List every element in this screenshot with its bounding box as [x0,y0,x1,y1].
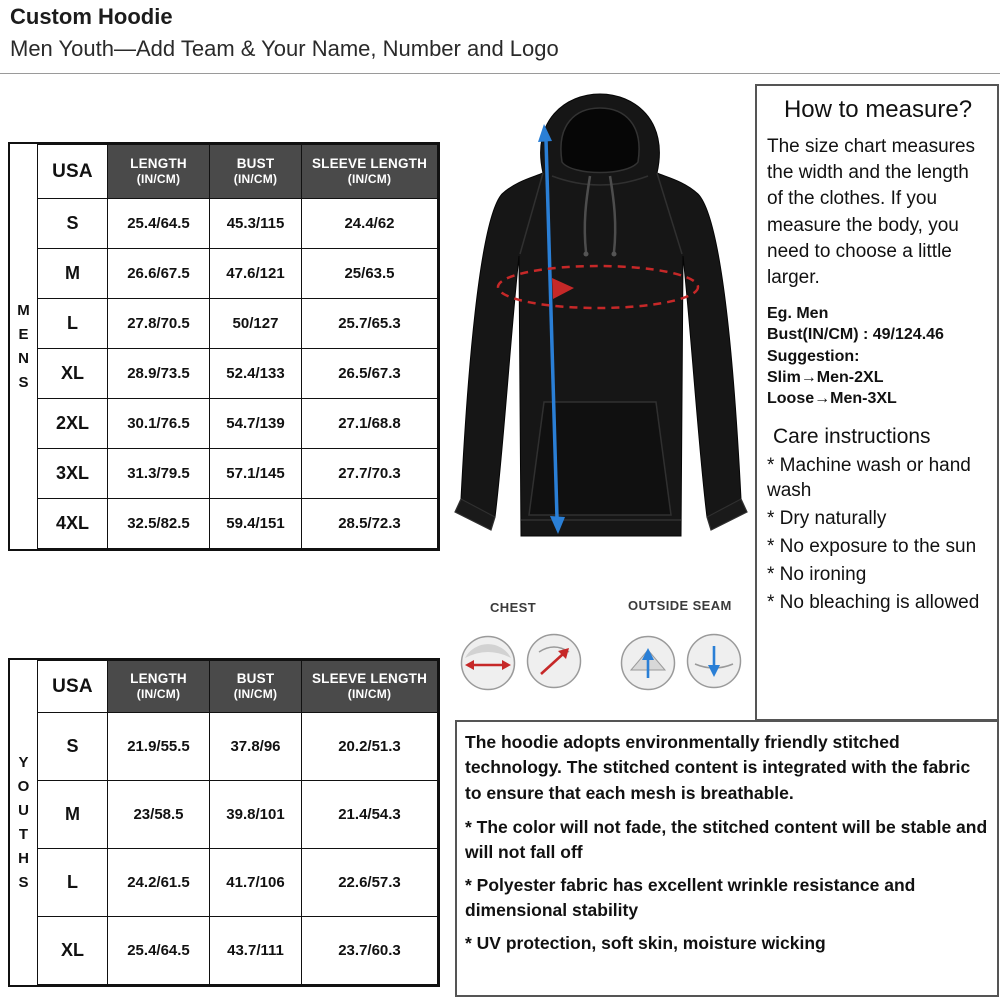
measurement-cell: 31.3/79.5 [108,449,210,499]
column-header: BUST (IN/CM) [210,661,302,713]
fabric-bullet-list [465,815,991,956]
outside-seam-label: OUTSIDE SEAM [628,598,732,613]
care-instructions-list [767,453,989,615]
measurement-cell: 28.5/72.3 [302,499,438,549]
size-row [38,713,438,781]
drawstring-tip-left [584,252,589,257]
chest-stretch-diagonal-icon [525,632,583,690]
list-item: * Dry naturally [767,508,887,530]
size-label-cell: L [38,299,108,349]
size-label-cell: 2XL [38,399,108,449]
measurement-cell: 52.4/133 [210,349,302,399]
measurement-cell: 22.6/57.3 [302,849,438,917]
list-item: * No bleaching is allowed [767,592,980,614]
size-label-cell: M [38,781,108,849]
size-row [38,299,438,349]
column-header: SLEEVE LENGTH (IN/CM) [302,145,438,199]
column-header: LENGTH (IN/CM) [108,145,210,199]
measurement-cell: 27.8/70.5 [108,299,210,349]
size-label-cell: S [38,713,108,781]
list-item: * UV protection, soft skin, moisture wicking [465,933,826,954]
measurement-cell: 24.4/62 [302,199,438,249]
measurement-cell: 30.1/76.5 [108,399,210,449]
list-item: * Machine wash or hand wash [767,454,971,501]
table-header-row [38,145,438,199]
fabric-intro-text: The hoodie adopts environmentally friendly stitched technology. The stitched content is integrated with the fabric to ensure that each mesh is breathable. [465,732,971,803]
size-label-cell: 4XL [38,499,108,549]
care-instructions-heading: Care instructions [773,424,931,448]
hoodie-illustration [440,82,760,597]
size-row [38,449,438,499]
measurement-cell: 26.5/67.3 [302,349,438,399]
measurement-cell: 27.7/70.3 [302,449,438,499]
measurement-cell: 39.8/101 [210,781,302,849]
size-label-cell: L [38,849,108,917]
page-title: Custom Hoodie [10,4,173,29]
size-row [38,499,438,549]
size-row [38,917,438,985]
measurement-cell: 20.2/51.3 [302,713,438,781]
hoodie-measurement-diagram [440,82,760,597]
chest-stretch-horizontal-icon [459,634,517,692]
measurement-cell: 21.9/55.5 [108,713,210,781]
chest-label: CHEST [490,600,537,615]
list-item: Loose→Men-3XL [767,389,897,407]
kangaroo-pocket [529,402,671,515]
list-item: Eg. Men [767,305,829,323]
measure-description: The size chart measures the width and the length of the clothes. If you measure the body, you need to choose a little larger. [767,136,976,289]
hood-opening [561,108,639,173]
size-row [38,349,438,399]
measurement-cell: 45.3/115 [210,199,302,249]
measurement-cell: 54.7/139 [210,399,302,449]
mens-size-table [8,142,440,551]
size-row [38,781,438,849]
measurement-cell: 32.5/82.5 [108,499,210,549]
size-row [38,199,438,249]
list-item: * The color will not fade, the stitched content will be stable and will not fall off [465,817,988,862]
measurement-cell: 59.4/151 [210,499,302,549]
list-item: Bust(IN/CM) : 49/124.46 [767,326,944,344]
header-divider [0,73,1000,74]
list-item: * No exposure to the sun [767,536,977,558]
measurement-cell: 37.8/96 [210,713,302,781]
measurement-cell: 23.7/60.3 [302,917,438,985]
measurement-cell: 26.6/67.5 [108,249,210,299]
how-to-measure-heading: How to measure? [783,96,973,123]
measurement-cell: 28.9/73.5 [108,349,210,399]
size-label-cell: XL [38,349,108,399]
measurement-cell: 21.4/54.3 [302,781,438,849]
column-header: SLEEVE LENGTH (IN/CM) [302,661,438,713]
measurement-cell: 27.1/68.8 [302,399,438,449]
measurement-cell: 23/58.5 [108,781,210,849]
measurement-cell: 24.2/61.5 [108,849,210,917]
measurement-cell: 25.4/64.5 [108,199,210,249]
fabric-info-panel [455,720,999,997]
sizing-example [767,303,989,409]
measurement-cell: 41.7/106 [210,849,302,917]
size-label-cell: 3XL [38,449,108,499]
measurement-cell: 25/63.5 [302,249,438,299]
list-item: Slim→Men-2XL [767,368,884,386]
drawstring-tip-right [612,252,617,257]
youth-group-label: Y O U T H S [17,754,30,891]
list-item: * Polyester fabric has excellent wrinkle resistance and dimensional stability [465,875,916,920]
measurement-cell: 43.7/111 [210,917,302,985]
column-header: BUST (IN/CM) [210,145,302,199]
measurement-cell: 50/127 [210,299,302,349]
size-table-grid [37,144,438,549]
list-item: * No ironing [767,564,867,586]
size-label-cell: M [38,249,108,299]
size-label-cell: S [38,199,108,249]
column-header: LENGTH (IN/CM) [108,661,210,713]
measurement-cell: 25.7/65.3 [302,299,438,349]
size-row [38,249,438,299]
size-row [38,849,438,917]
youth-size-table [8,658,440,987]
how-to-measure-panel [755,84,999,721]
measurement-cell: 25.4/64.5 [108,917,210,985]
measurement-cell: 57.1/145 [210,449,302,499]
size-label-cell: XL [38,917,108,985]
seam-fold-down-icon [685,632,743,690]
mens-group-label: M E N S [17,302,30,391]
measurement-cell: 47.6/121 [210,249,302,299]
size-table-grid [37,660,438,985]
column-header: USA [38,661,108,713]
page-subtitle: Men Youth—Add Team & Your Name, Number and Logo [10,36,559,61]
list-item: Suggestion: [767,347,860,365]
size-row [38,399,438,449]
table-header-row [38,661,438,713]
column-header: USA [38,145,108,199]
seam-fold-up-icon [619,634,677,692]
